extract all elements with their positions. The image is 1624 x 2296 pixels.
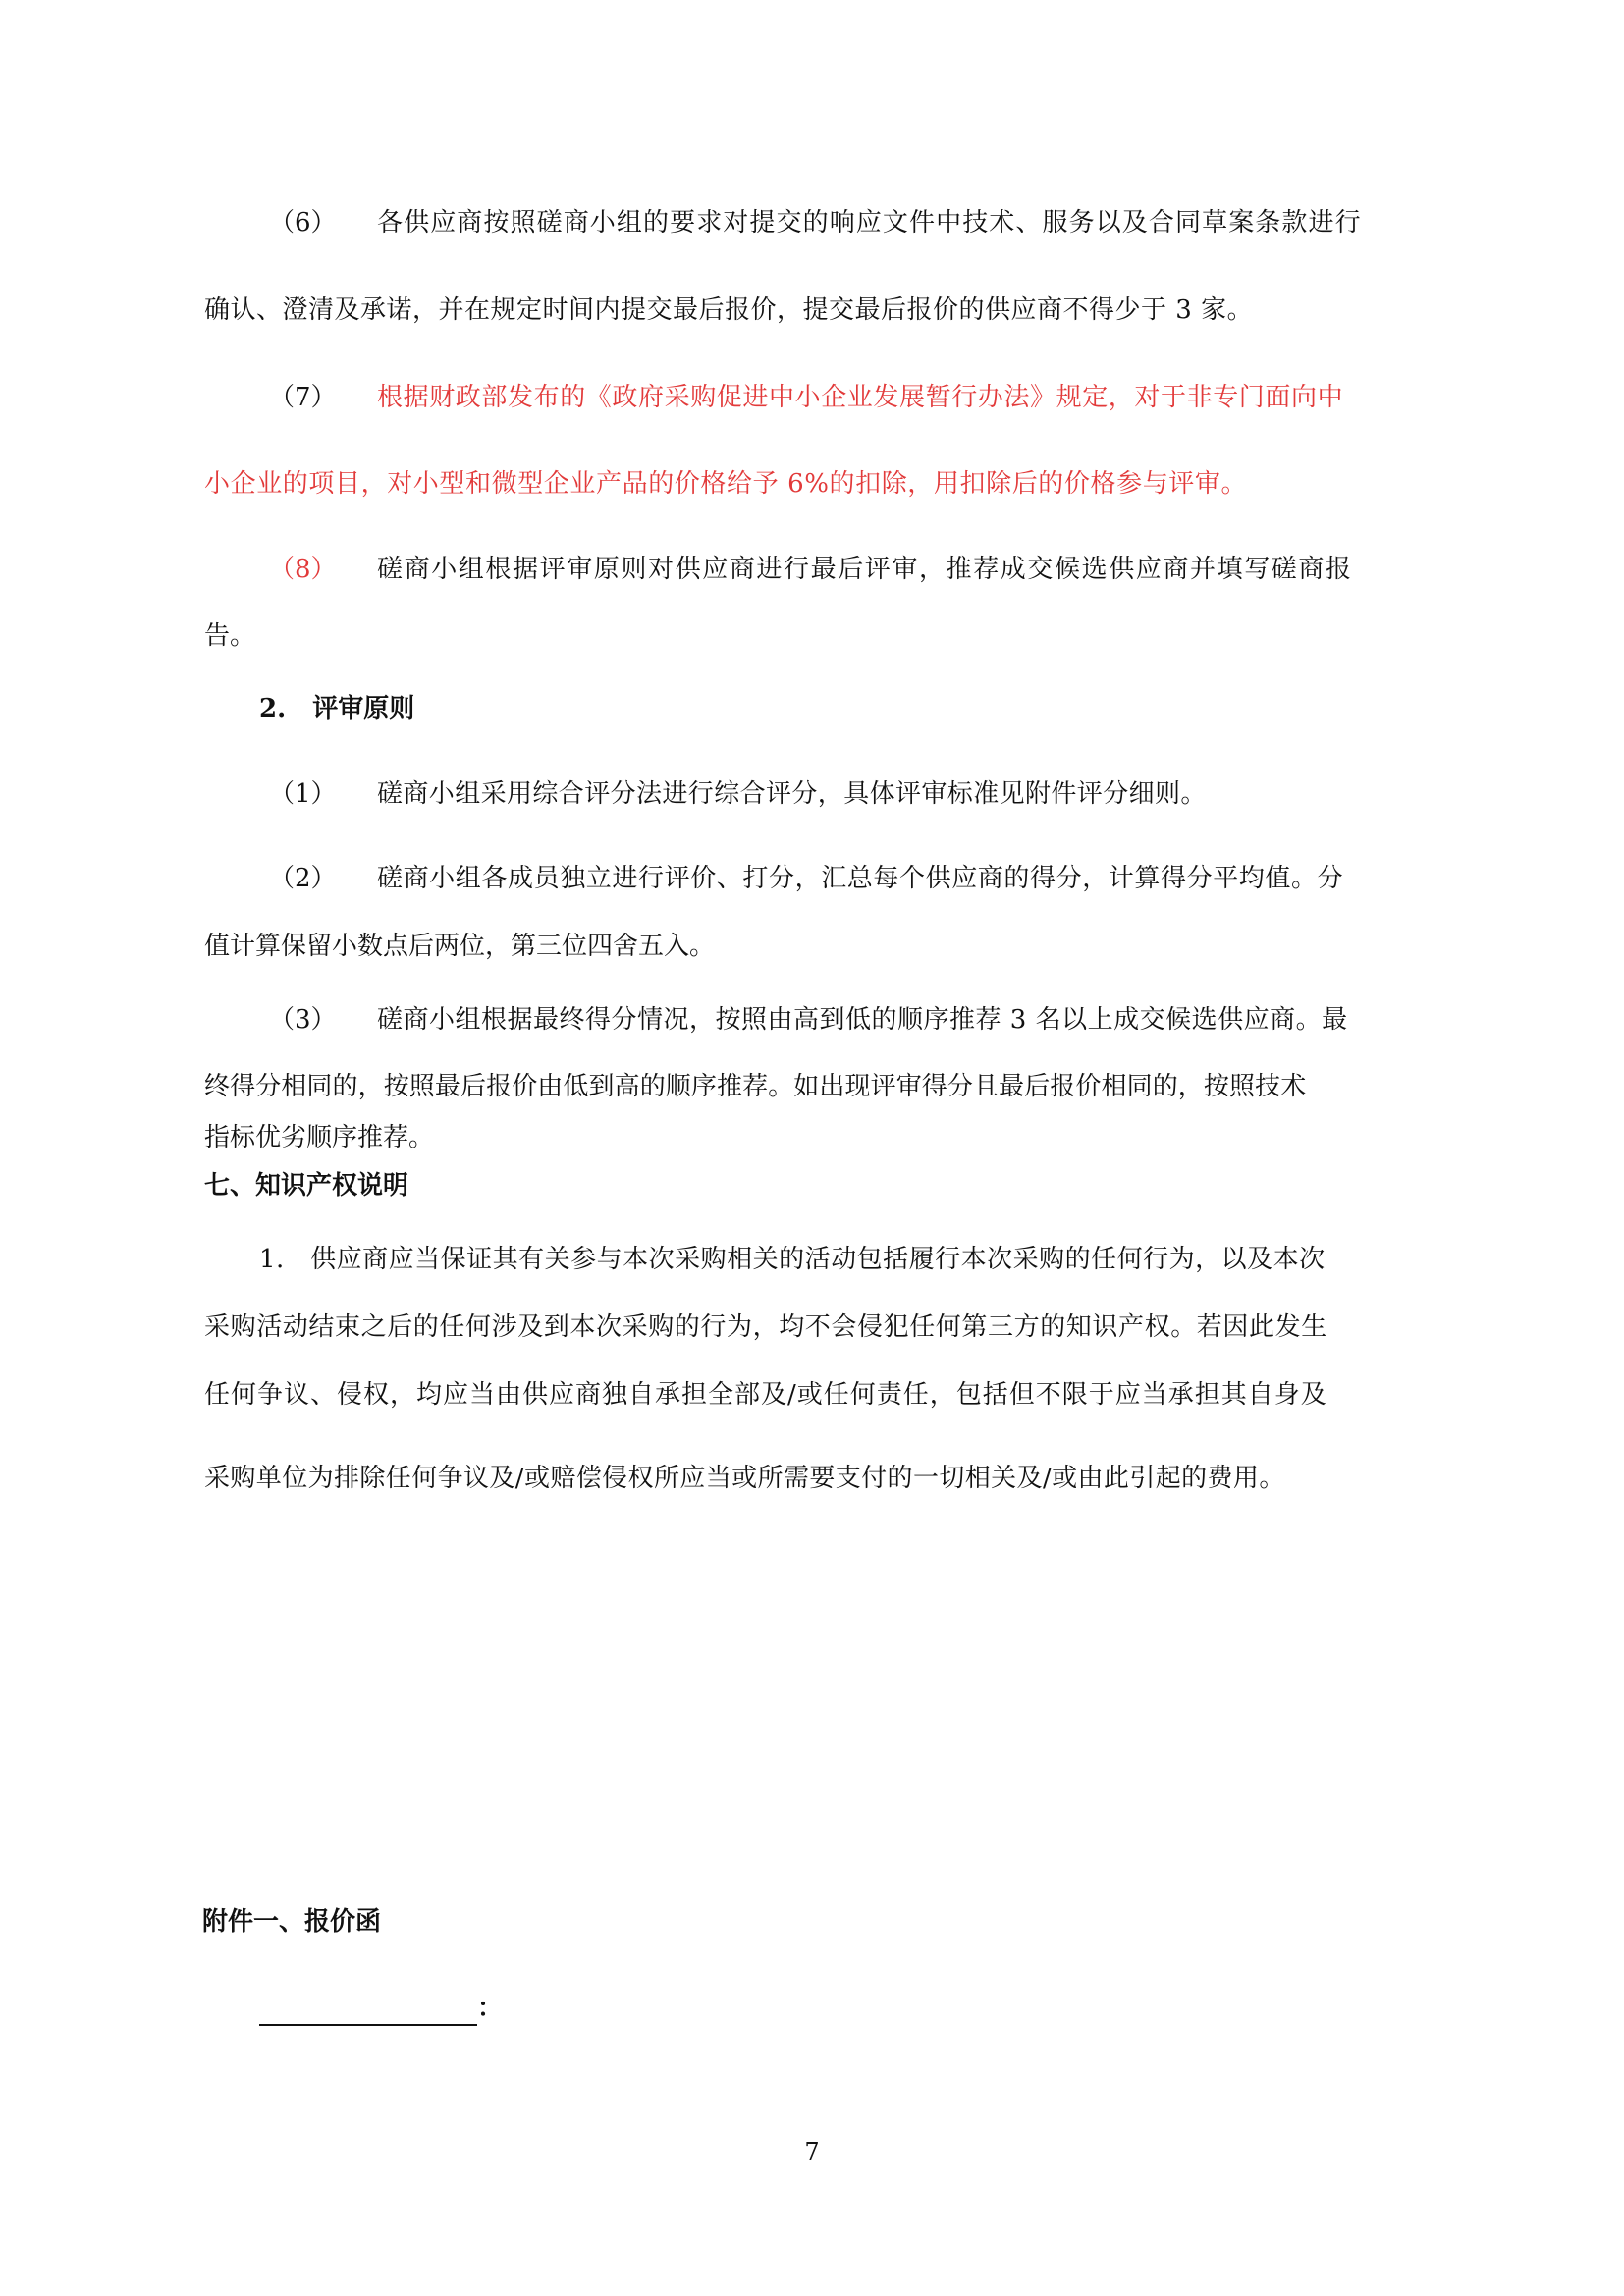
step-7-number: （7） bbox=[269, 383, 337, 412]
ip-line-2: 采购活动结束之后的任何涉及到本次采购的行为，均不会侵犯任何第三方的知识产权。若因此发生 bbox=[204, 1312, 1327, 1342]
principle-2-line-2: 值计算保留小数点后两位，第三位四舍五入。 bbox=[204, 932, 716, 961]
addressee-colon: ： bbox=[477, 1994, 504, 2023]
principle-1-number: （1） bbox=[269, 779, 337, 809]
principle-2-number: （2） bbox=[269, 864, 337, 893]
step-7-text: 根据财政部发布的《政府采购促进中小企业发展暂行办法》规定，对于非专门面向中 bbox=[377, 383, 1344, 412]
principle-3-line-2: 终得分相同的，按照最后报价由低到高的顺序推荐。如出现评审得分且最后报价相同的，按照技术 bbox=[204, 1072, 1307, 1101]
ip-line-1: 1. 供应商应当保证其有关参与本次采购相关的活动包括履行本次采购的任何行为，以及本次 bbox=[259, 1245, 1326, 1274]
step-7-line-1 bbox=[269, 380, 1343, 415]
step-8-number: （8） bbox=[269, 555, 337, 584]
principle-3-text: 磋商小组根据最终得分情况，按照由高到低的顺序推荐 3 名以上成交候选供应商。最 bbox=[377, 1005, 1348, 1035]
annex-heading: 附件一、报价函 bbox=[202, 1907, 382, 1937]
principle-1-text: 磋商小组采用综合评分法进行综合评分，具体评审标准见附件评分细则。 bbox=[377, 779, 1207, 809]
ip-line-4: 采购单位为排除任何争议及/或赔偿侵权所应当或所需要支付的一切相关及/或由此引起的费用。 bbox=[204, 1464, 1285, 1493]
step-6-number: （6） bbox=[269, 208, 337, 238]
step-6-line-2: 确认、澄清及承诺，并在规定时间内提交最后报价，提交最后报价的供应商不得少于 3 家。 bbox=[204, 295, 1254, 325]
step-6-text: 各供应商按照磋商小组的要求对提交的响应文件中技术、服务以及合同草案条款进行 bbox=[377, 208, 1362, 238]
addressee-blank[interactable] bbox=[259, 1997, 477, 2026]
ip-line-3: 任何争议、侵权，均应当由供应商独自承担全部及/或任何责任，包括但不限于应当承担其自身及 bbox=[204, 1380, 1327, 1410]
principle-3-number: （3） bbox=[269, 1005, 337, 1035]
page-number: 7 bbox=[804, 2138, 820, 2165]
step-8-line-1 bbox=[269, 552, 1353, 587]
principle-2-line-1 bbox=[269, 861, 1343, 896]
step-6-line-1 bbox=[269, 205, 1362, 240]
step-8-text: 磋商小组根据评审原则对供应商进行最后评审，推荐成交候选供应商并填写磋商报 bbox=[377, 555, 1353, 584]
principles-heading: 2. 评审原则 bbox=[259, 694, 415, 723]
principle-3-line-1 bbox=[269, 1002, 1348, 1038]
step-8-line-2: 告。 bbox=[204, 621, 256, 651]
principle-1-line-1 bbox=[269, 776, 1207, 812]
addressee-line bbox=[259, 1991, 503, 2026]
principle-2-text: 磋商小组各成员独立进行评价、打分，汇总每个供应商的得分，计算得分平均值。分 bbox=[377, 864, 1344, 893]
step-7-line-2: 小企业的项目，对小型和微型企业产品的价格给予 6%的扣除，用扣除后的价格参与评审。 bbox=[204, 469, 1248, 499]
ip-heading: 七、知识产权说明 bbox=[204, 1171, 409, 1201]
principle-3-line-3: 指标优劣顺序推荐。 bbox=[204, 1123, 435, 1152]
